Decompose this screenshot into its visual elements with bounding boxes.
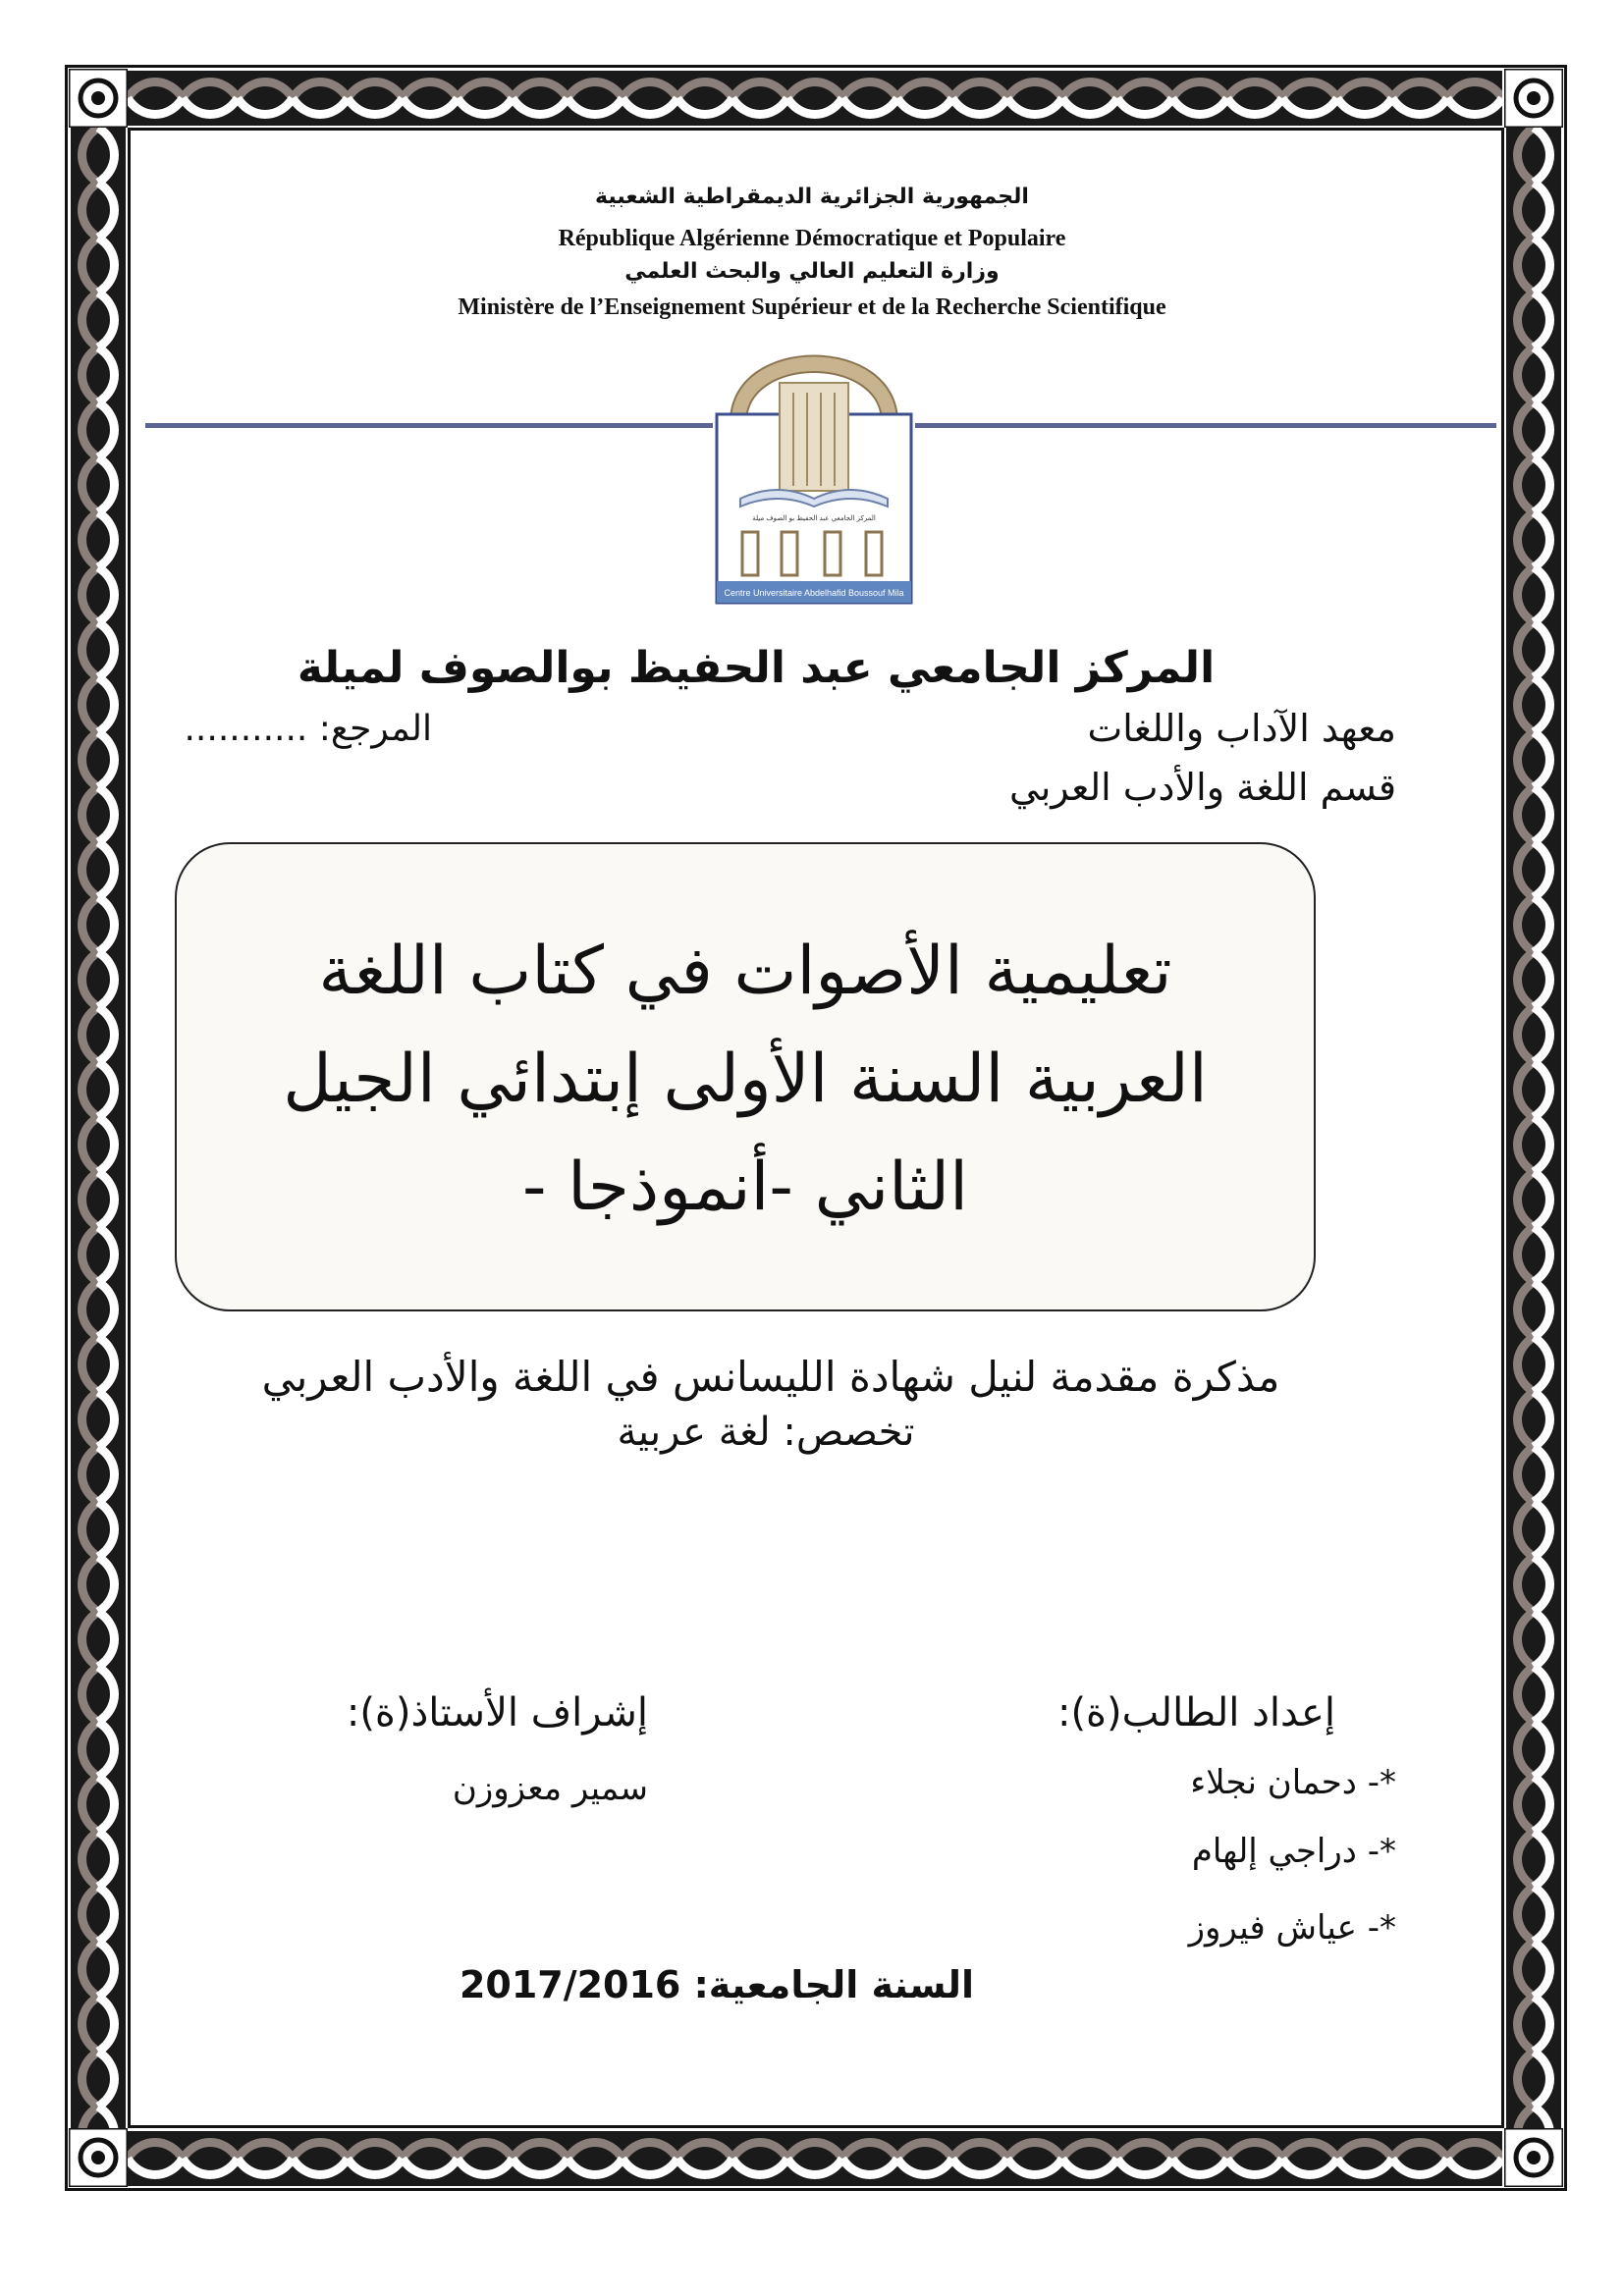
border-corner-top-left bbox=[69, 69, 128, 128]
header-rule-left bbox=[145, 423, 713, 428]
thesis-title-line-2: العربية السنة الأولى إبتدائي الجيل bbox=[283, 1041, 1208, 1118]
thesis-title bbox=[196, 918, 1294, 1242]
republic-ar: الجمهورية الجزائرية الديمقراطية الشعبية bbox=[595, 185, 1029, 209]
student-1: *- دحمان نجلاء bbox=[1190, 1763, 1396, 1802]
specialty: تخصص: لغة عربية bbox=[617, 1410, 915, 1455]
thesis-title-line-3: الثاني -أنموذجا - bbox=[521, 1148, 969, 1226]
student-3: *- عياش فيروز bbox=[1188, 1908, 1396, 1948]
border-chain-top bbox=[128, 71, 1502, 126]
border-chain-left bbox=[71, 128, 126, 2128]
reference-label: المرجع: ........... bbox=[184, 709, 432, 749]
ministry-fr: Ministère de l’Enseignement Supérieur et de la Recherche Scientifique bbox=[458, 294, 1166, 320]
border-corner-bottom-right bbox=[1504, 2128, 1563, 2187]
border-chain-bottom bbox=[128, 2131, 1502, 2186]
degree-statement: مذكرة مقدمة لنيل شهادة الليسانس في اللغة والأدب العربي bbox=[261, 1353, 1280, 1401]
institution-name: المركز الجامعي عبد الحفيظ بوالصوف لميلة bbox=[297, 643, 1216, 693]
ministry-ar: وزارة التعليم العالي والبحث العلمي bbox=[624, 259, 1000, 284]
student-2: *- دراجي إلهام bbox=[1191, 1832, 1396, 1871]
supervisor-name: سمير معزوزن bbox=[452, 1769, 648, 1808]
border-corner-top-right bbox=[1504, 69, 1563, 128]
university-logo bbox=[713, 324, 915, 605]
border-corner-bottom-left bbox=[69, 2128, 128, 2187]
students-label: إعداد الطالب(ة): bbox=[1056, 1690, 1335, 1735]
thesis-title-line-1: تعليمية الأصوات في كتاب اللغة bbox=[318, 933, 1172, 1010]
republic-fr: République Algérienne Démocratique et Populaire bbox=[558, 226, 1066, 251]
department-name: قسم اللغة والأدب العربي bbox=[1009, 766, 1396, 809]
logo-center-name-ar: المركز الجامعي عبد الحفيظ بو الصوف ميلة bbox=[752, 514, 876, 522]
logo-center-name-fr: Centre Universitaire Abdelhafid Boussouf Mila bbox=[724, 588, 904, 598]
supervisor-label: إشراف الأستاذ(ة): bbox=[346, 1690, 648, 1735]
academic-year: السنة الجامعية: 2017/2016 bbox=[459, 1963, 975, 2006]
header-rule-right bbox=[915, 423, 1496, 428]
border-chain-right bbox=[1506, 128, 1561, 2128]
institute-name: معهد الآداب واللغات bbox=[1087, 707, 1396, 750]
